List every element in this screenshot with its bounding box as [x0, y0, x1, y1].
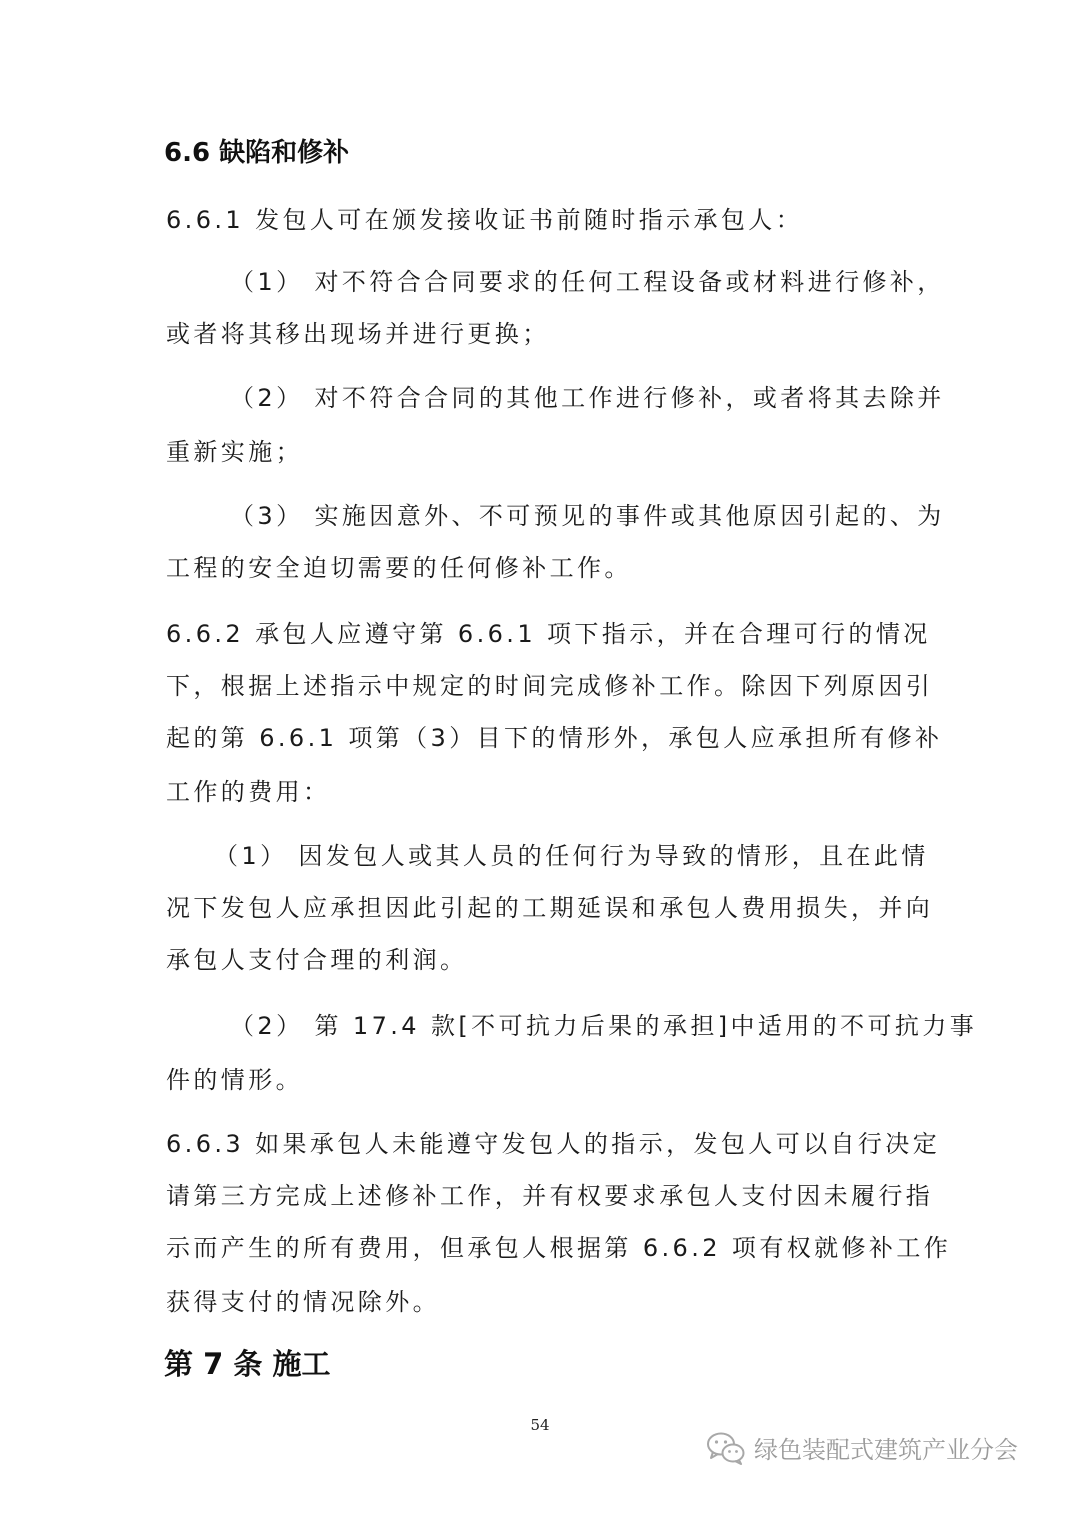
- text-line: 工作的费用：: [166, 778, 331, 806]
- article-heading-7: 第 7 条 施工: [164, 1347, 331, 1381]
- text-line: 6.6.3 如果承包人未能遵守发包人的指示，发包人可以自行决定: [166, 1130, 941, 1158]
- text-line: 请第三方完成上述修补工作，并有权要求承包人支付因未履行指: [166, 1182, 934, 1210]
- text-line: （2） 第 17.4 款[不可抗力后果的承担]中适用的不可抗力事: [230, 1012, 978, 1040]
- text-line: （2） 对不符合合同的其他工作进行修补，或者将其去除并: [230, 384, 945, 412]
- text-line: 或者将其移出现场并进行更换；: [166, 320, 550, 348]
- text-line: 示而产生的所有费用，但承包人根据第 6.6.2 项有权就修补工作: [166, 1234, 952, 1262]
- text-line: 况下发包人应承担因此引起的工期延误和承包人费用损失，并向: [166, 894, 934, 922]
- text-line: 承包人支付合理的利润。: [166, 946, 468, 974]
- text-line: 起的第 6.6.1 项第（3）目下的情形外，承包人应承担所有修补: [166, 724, 943, 752]
- section-heading-6-6: 6.6 缺陷和修补: [164, 138, 350, 168]
- text-line: （3） 实施因意外、不可预见的事件或其他原因引起的、为: [230, 502, 945, 530]
- page-number: 54: [530, 1416, 550, 1434]
- text-line: （1） 因发包人或其人员的任何行为导致的情形，且在此情: [214, 842, 929, 870]
- watermark-text: 绿色装配式建筑产业分会: [754, 1436, 1018, 1464]
- wechat-icon: [706, 1431, 746, 1465]
- text-line: 获得支付的情况除外。: [166, 1288, 440, 1316]
- text-line: 工程的安全迫切需要的任何修补工作。: [166, 554, 632, 582]
- text-line: 件的情形。: [166, 1066, 303, 1094]
- text-line: 6.6.1 发包人可在颁发接收证书前随时指示承包人：: [166, 206, 804, 234]
- watermark: [706, 1430, 1018, 1465]
- text-line: 下，根据上述指示中规定的时间完成修补工作。除因下列原因引: [166, 672, 934, 700]
- text-line: 6.6.2 承包人应遵守第 6.6.1 项下指示，并在合理可行的情况: [166, 620, 931, 648]
- text-line: 重新实施；: [166, 438, 303, 466]
- text-line: （1） 对不符合合同要求的任何工程设备或材料进行修补，: [230, 268, 945, 296]
